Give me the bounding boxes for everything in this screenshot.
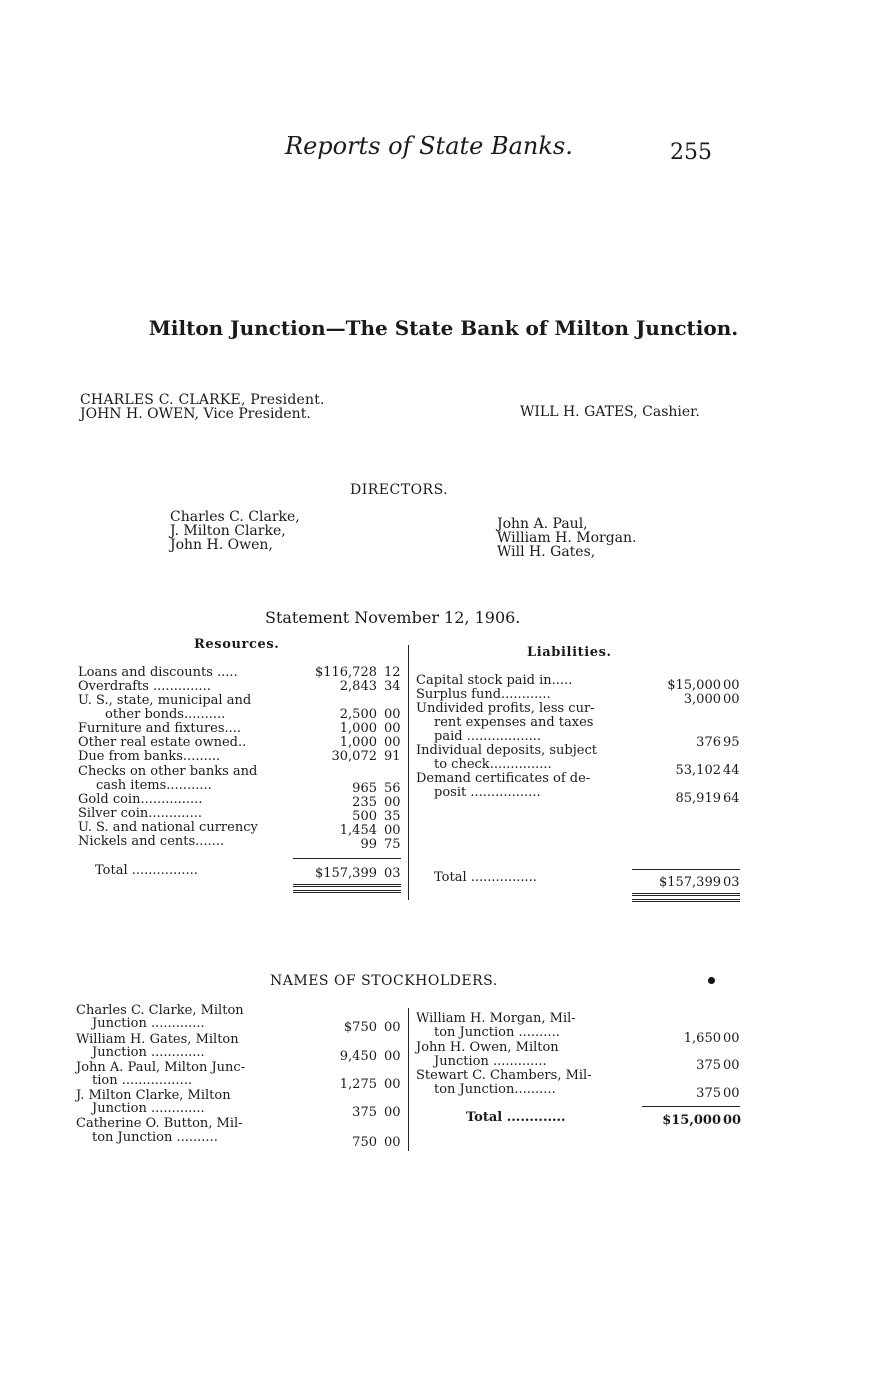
director: John A. Paul, (497, 516, 588, 532)
resource-cents: 12 (384, 665, 401, 680)
resource-label: U. S. and national currency (78, 820, 258, 835)
liability-cents: 00 (723, 678, 740, 693)
liabilities-sum-rule (632, 869, 740, 870)
resource-label: Furniture and fixtures.... (78, 721, 242, 736)
liability-label: paid .................. (434, 729, 542, 744)
stockholder-dollars: 1,275 (339, 1077, 377, 1092)
resource-dollars: 965 (352, 781, 377, 796)
stockholder-name: Junction ............. (92, 1045, 205, 1060)
liability-dollars: 53,102 (675, 763, 721, 778)
running-head: Reports of State Banks. (285, 132, 573, 160)
bullet-mark (708, 977, 715, 984)
resource-dollars: 2,500 (339, 707, 377, 722)
liability-cents: 95 (723, 735, 740, 750)
bank-title: Milton Junction—The State Bank of Milton Junction. (148, 316, 739, 340)
stockholders-total-cents: 00 (723, 1113, 742, 1128)
liability-label: Surplus fund............ (416, 687, 551, 702)
resource-cents: 00 (384, 707, 401, 722)
resources-heading: Resources. (194, 637, 280, 652)
resource-label: Loans and discounts ..... (78, 665, 238, 680)
stockholder-cents: 00 (384, 1135, 401, 1150)
liability-dollars: 85,919 (675, 791, 721, 806)
resources-total-dollars: $157,399 (314, 866, 377, 881)
stockholders-sum-rule (642, 1106, 740, 1107)
cashier: WILL H. GATES, Cashier. (520, 404, 700, 420)
resources-sum-rule (293, 858, 401, 859)
resource-label: cash items........... (96, 778, 212, 793)
resource-dollars: 30,072 (331, 749, 377, 764)
stockholder-name: ton Junction .......... (434, 1025, 560, 1040)
resource-dollars: 1,454 (339, 823, 377, 838)
resource-cents: 75 (384, 837, 401, 852)
liability-label: Undivided profits, less cur- (416, 701, 595, 716)
resources-total-label: Total ................ (95, 863, 198, 878)
stockholder-name: J. Milton Clarke, Milton (76, 1088, 231, 1103)
resource-dollars: $116,728 (314, 665, 377, 680)
stockholder-cents: 00 (384, 1077, 401, 1092)
resource-cents: 34 (384, 679, 401, 694)
resource-cents: 00 (384, 721, 401, 736)
stockholder-name: ton Junction .......... (92, 1130, 218, 1145)
stockholders-total-dollars: $15,000 (662, 1113, 721, 1128)
stockholders-heading: NAMES OF STOCKHOLDERS. (270, 973, 498, 989)
liability-label: Individual deposits, subject (416, 743, 597, 758)
liabilities-total-double-rule (632, 899, 740, 902)
resource-label: U. S., state, municipal and (78, 693, 252, 708)
director: John H. Owen, (170, 537, 273, 553)
stockholder-cents: 00 (723, 1058, 740, 1073)
resource-dollars: 500 (352, 809, 377, 824)
liability-label: Demand certificates of de- (416, 771, 591, 786)
liability-dollars: $15,000 (667, 678, 721, 693)
stockholder-name: Catherine O. Button, Mil- (76, 1116, 243, 1131)
resource-label: Silver coin............. (78, 806, 202, 821)
liability-cents: 00 (723, 692, 740, 707)
stockholder-name: Charles C. Clarke, Milton (76, 1003, 244, 1018)
stockholder-cents: 00 (384, 1105, 401, 1120)
resource-label: Overdrafts .............. (78, 679, 211, 694)
resources-total-double-rule (293, 884, 401, 887)
resource-label: Gold coin............... (78, 792, 203, 807)
resource-dollars: 235 (352, 795, 377, 810)
stockholder-name: Stewart C. Chambers, Mil- (416, 1068, 592, 1083)
resource-label: other bonds.......... (105, 707, 226, 722)
liabilities-heading: Liabilities. (527, 645, 612, 660)
stockholders-total-label: Total ............. (466, 1110, 566, 1125)
resource-cents: 00 (384, 823, 401, 838)
resource-cents: 91 (384, 749, 401, 764)
resource-label: Due from banks......... (78, 749, 221, 764)
stockholder-name: William H. Morgan, Mil- (416, 1011, 576, 1026)
stockholder-name: William H. Gates, Milton (76, 1032, 239, 1047)
stockholder-name: tion ................. (92, 1073, 192, 1088)
liability-label: posit ................. (434, 785, 541, 800)
liability-label: Capital stock paid in..... (416, 673, 573, 688)
resources-total-cents: 03 (384, 866, 401, 881)
stockholder-dollars: 1,650 (683, 1031, 721, 1046)
resource-dollars: 99 (360, 837, 377, 852)
stockholder-name: John H. Owen, Milton (416, 1040, 559, 1055)
directors-heading: DIRECTORS. (350, 482, 449, 498)
director: J. Milton Clarke, (170, 523, 286, 539)
officers-left (80, 393, 325, 421)
liability-label: to check............... (434, 757, 552, 772)
stockholder-dollars: 375 (696, 1086, 721, 1101)
resource-cents: 35 (384, 809, 401, 824)
directors-left (170, 510, 300, 552)
stockholders-divider (408, 1008, 409, 1151)
stockholder-name: ton Junction.......... (434, 1082, 556, 1097)
director: Charles C. Clarke, (170, 509, 300, 525)
stockholder-dollars: 375 (352, 1105, 377, 1120)
liability-cents: 44 (723, 763, 740, 778)
resources-total-double-rule (293, 890, 401, 893)
resource-cents: 56 (384, 781, 401, 796)
president: CHARLES C. CLARKE, President. (80, 392, 325, 408)
directors-right (497, 517, 636, 559)
stockholder-name: Junction ............. (434, 1054, 547, 1069)
resource-cents: 00 (384, 795, 401, 810)
resource-cents: 00 (384, 735, 401, 750)
liabilities-total-double-rule (632, 893, 740, 896)
vice-president: JOHN H. OWEN, Vice President. (80, 406, 311, 422)
stockholder-cents: 00 (384, 1049, 401, 1064)
resource-dollars: 2,843 (339, 679, 377, 694)
stockholder-name: Junction ............. (92, 1016, 205, 1031)
stockholder-dollars: 9,450 (339, 1049, 377, 1064)
liability-dollars: 3,000 (683, 692, 721, 707)
director: William H. Morgan. (497, 530, 637, 546)
resource-dollars: 1,000 (339, 735, 377, 750)
statement-divider (408, 645, 409, 900)
resource-label: Checks on other banks and (78, 764, 258, 779)
stockholder-cents: 00 (384, 1020, 401, 1035)
liability-label: rent expenses and taxes (434, 715, 594, 730)
liability-dollars: 376 (696, 735, 721, 750)
page-number: 255 (670, 140, 712, 165)
liabilities-total-dollars: $157,399 (658, 875, 721, 890)
stockholder-name: Junction ............. (92, 1101, 205, 1116)
resource-dollars: 1,000 (339, 721, 377, 736)
director: Will H. Gates, (497, 544, 596, 560)
stockholder-cents: 00 (723, 1086, 740, 1101)
liabilities-total-label: Total ................ (434, 870, 537, 885)
resource-label: Other real estate owned.. (78, 735, 247, 750)
liabilities-total-cents: 03 (723, 875, 740, 890)
liability-cents: 64 (723, 791, 740, 806)
stockholder-name: John A. Paul, Milton Junc- (76, 1060, 246, 1075)
stockholder-dollars: $750 (343, 1020, 377, 1035)
stockholder-cents: 00 (723, 1031, 740, 1046)
resource-label: Nickels and cents....... (78, 834, 225, 849)
stockholder-dollars: 375 (696, 1058, 721, 1073)
statement-heading: Statement November 12, 1906. (265, 608, 521, 627)
stockholder-dollars: 750 (352, 1135, 377, 1150)
